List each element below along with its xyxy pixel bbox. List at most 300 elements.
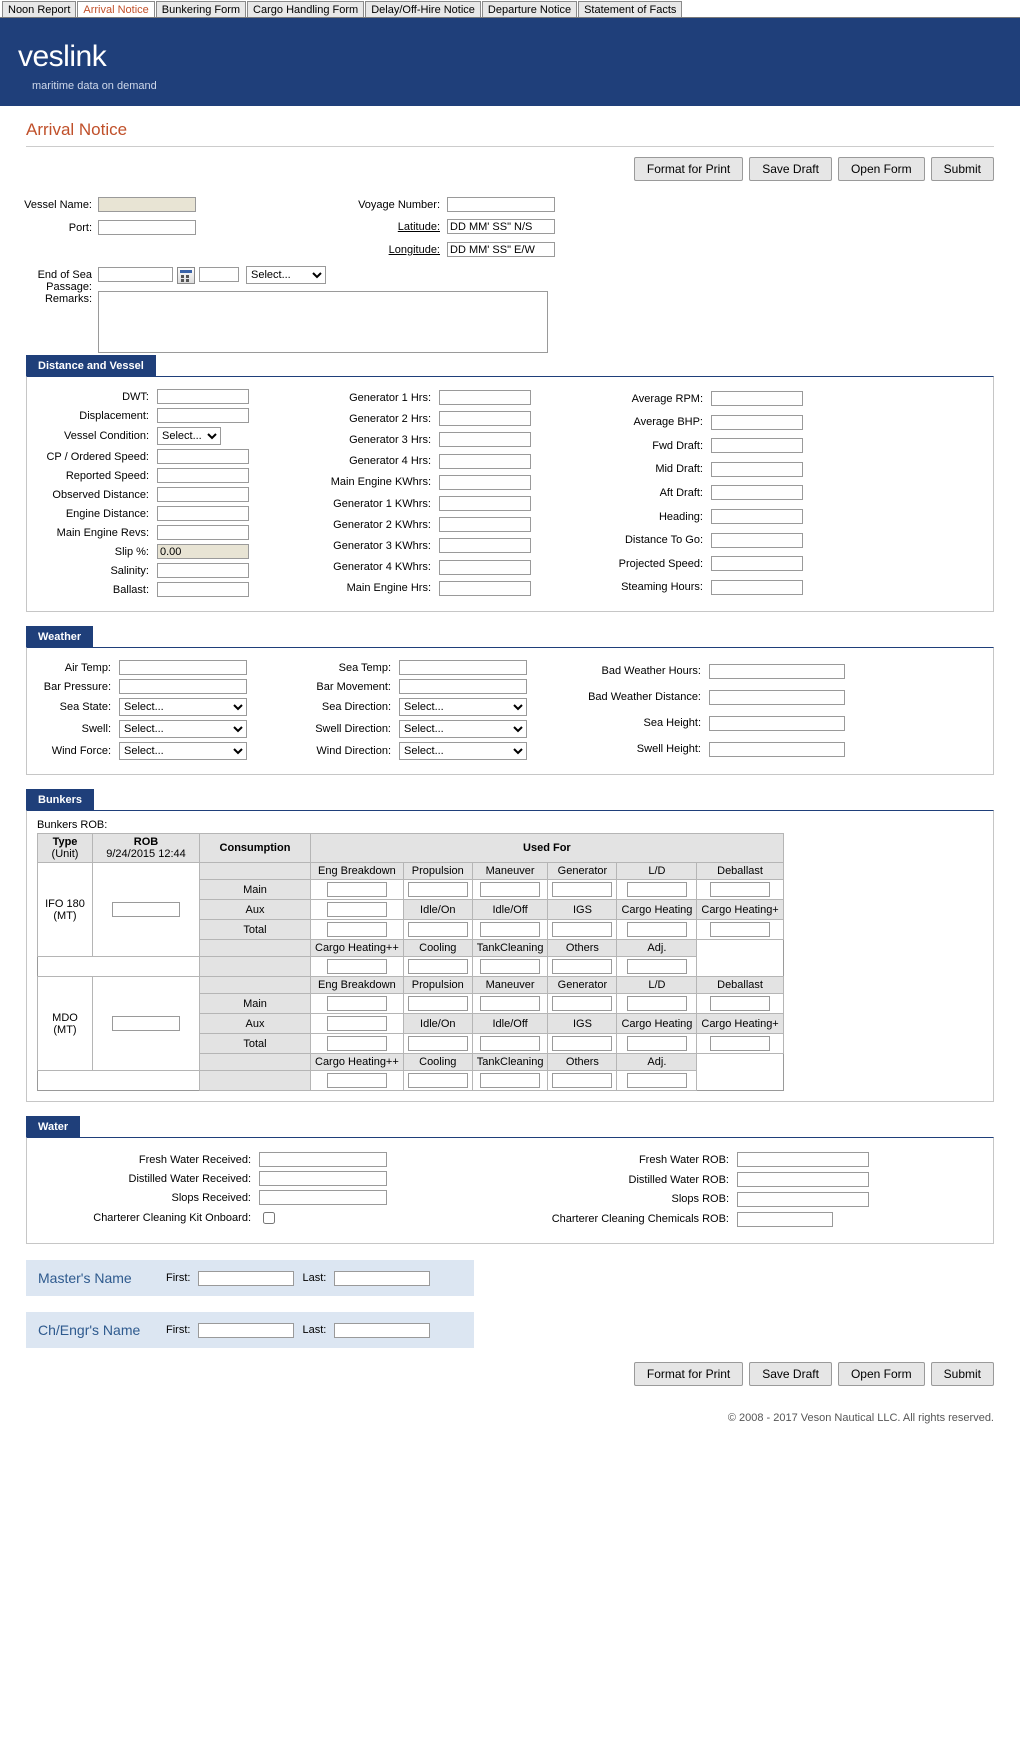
distance-vessel-col2 bbox=[317, 387, 535, 599]
chief-first-input[interactable] bbox=[198, 1323, 294, 1338]
calendar-icon[interactable] bbox=[177, 267, 195, 284]
spacer-cell-b bbox=[93, 957, 200, 977]
field-label: Engine Distance: bbox=[65, 507, 149, 520]
field-label: DWT: bbox=[122, 390, 149, 403]
water-col-left bbox=[87, 1150, 391, 1229]
port-label: Port: bbox=[68, 222, 92, 234]
mdo-idle-off-input[interactable] bbox=[480, 1036, 540, 1051]
col-header-rob-timestamp: 9/24/2015 12:44 bbox=[106, 848, 186, 860]
field-label: Displacement: bbox=[79, 409, 149, 422]
tab-delay-offhire-notice[interactable]: Delay/Off-Hire Notice bbox=[365, 1, 481, 17]
air-temp-input[interactable] bbox=[119, 660, 247, 675]
field-label: Swell Height: bbox=[636, 743, 701, 755]
generator-3-kwhrs-input[interactable] bbox=[439, 538, 531, 553]
swell-direction-select[interactable] bbox=[399, 720, 527, 738]
mdo-usedfor-header-cooling: Cooling bbox=[403, 1054, 472, 1071]
mdo-idle-on-input[interactable] bbox=[408, 1036, 468, 1051]
generator-1-kwhrs-input[interactable] bbox=[439, 496, 531, 511]
field-label: Average BHP: bbox=[633, 416, 703, 429]
mdo-usedfor-header-adj: Adj. bbox=[617, 1054, 697, 1071]
spacer-cell-d bbox=[93, 1071, 200, 1091]
ifo180-blank-sub bbox=[200, 940, 311, 957]
ifo180-usedfor-header-cargo-heating-plus: Cargo Heating+ bbox=[697, 900, 783, 920]
section-distance-and-vessel bbox=[26, 355, 994, 612]
mdo-maneuver-input[interactable] bbox=[480, 996, 540, 1011]
vessel-condition-select[interactable] bbox=[157, 427, 221, 445]
field-label: Main Engine Revs: bbox=[56, 526, 149, 539]
col-header-rob-label: ROB bbox=[133, 836, 159, 848]
ifo180-others-input[interactable] bbox=[552, 959, 612, 974]
field-label: Air Temp: bbox=[64, 661, 111, 674]
tab-departure-notice[interactable]: Departure Notice bbox=[482, 1, 577, 17]
ifo180-idle-off-cell bbox=[472, 920, 548, 940]
bar-movement-input[interactable] bbox=[399, 679, 527, 694]
longitude-label: Longitude: bbox=[388, 244, 440, 256]
mdo-usedfor-header-cargo-heating-plus: Cargo Heating+ bbox=[697, 1014, 783, 1034]
field-label: Main Engine Hrs: bbox=[346, 582, 431, 595]
spacer-cell-a bbox=[38, 957, 93, 977]
average-bhp-input[interactable] bbox=[711, 415, 803, 430]
section-title-water: Water bbox=[26, 1116, 80, 1137]
port-input[interactable] bbox=[98, 220, 196, 235]
mdo-igs-input[interactable] bbox=[552, 1036, 612, 1051]
ifo180-generator-cell bbox=[548, 880, 617, 900]
mdo-main-input[interactable] bbox=[327, 996, 387, 1011]
swell-select[interactable] bbox=[119, 720, 247, 738]
ifo180-usedfor-header-ld: L/D bbox=[617, 863, 697, 880]
ifo180-cooling-input[interactable] bbox=[408, 959, 468, 974]
ifo180-igs-cell bbox=[548, 920, 617, 940]
fwd-draft-input[interactable] bbox=[711, 438, 803, 453]
ifo180-igs-input[interactable] bbox=[552, 922, 612, 937]
charterer-cleaning-chemicals-rob-input[interactable] bbox=[737, 1212, 833, 1227]
mdo-usedfor-header-deballast: Deballast bbox=[697, 977, 783, 994]
generator-3-hrs-input[interactable] bbox=[439, 432, 531, 447]
distance-vessel-col3 bbox=[593, 387, 807, 599]
field-label: Generator 2 Hrs: bbox=[349, 412, 431, 425]
fuel-unit-label: (MT) bbox=[53, 1023, 77, 1036]
mdo-usedfor-header-propulsion: Propulsion bbox=[403, 977, 472, 994]
field-label: Generator 3 KWhrs: bbox=[333, 539, 431, 552]
masters-name-title: Master's Name bbox=[38, 1270, 132, 1286]
ifo180-usedfor-header-deballast: Deballast bbox=[697, 863, 783, 880]
bunkers-header-row bbox=[38, 834, 784, 863]
page-title: Arrival Notice bbox=[26, 120, 128, 139]
chief-first-label: First: bbox=[166, 1324, 191, 1336]
tab-statement-of-facts[interactable]: Statement of Facts bbox=[578, 1, 682, 17]
displacement-input[interactable] bbox=[157, 408, 249, 423]
mdo-rob-input[interactable] bbox=[112, 1016, 180, 1031]
mdo-ld-cell bbox=[617, 994, 697, 1014]
field-label: Distilled Water ROB: bbox=[628, 1173, 729, 1186]
field-label: Distilled Water Received: bbox=[128, 1172, 251, 1185]
generator-1-hrs-input[interactable] bbox=[439, 390, 531, 405]
mdo-idle-off-cell bbox=[472, 1034, 548, 1054]
generator-4-kwhrs-input[interactable] bbox=[439, 560, 531, 575]
field-label: Reported Speed: bbox=[65, 469, 149, 482]
main-engine-hrs-input[interactable] bbox=[439, 581, 531, 596]
fuel-type-label: IFO 180 bbox=[45, 897, 85, 910]
ifo180-cargo-heating-cell bbox=[617, 920, 697, 940]
field-label: Bad Weather Distance: bbox=[588, 691, 701, 703]
table-row bbox=[38, 977, 784, 994]
mdo-total-label: Total bbox=[200, 1034, 311, 1054]
sea-height-input[interactable] bbox=[709, 716, 845, 731]
ifo180-usedfor-header-cargo-heating-plusplus: Cargo Heating++ bbox=[311, 940, 404, 957]
col-header-used-for: Used For bbox=[311, 834, 784, 863]
tab-cargo-handling-form[interactable]: Cargo Handling Form bbox=[247, 1, 364, 17]
bunkers-rob-label: Bunkers ROB: bbox=[37, 819, 108, 831]
vessel-name-input[interactable] bbox=[98, 197, 196, 212]
mdo-aux-input[interactable] bbox=[327, 1016, 387, 1031]
mdo-propulsion-cell bbox=[403, 994, 472, 1014]
section-bunkers bbox=[26, 789, 994, 1102]
charterer-cleaning-kit-onboard-checkbox[interactable] bbox=[263, 1212, 275, 1224]
ifo180-usedfor-header-others: Others bbox=[548, 940, 617, 957]
slops-received-input[interactable] bbox=[259, 1190, 387, 1205]
col-header-consumption: Consumption bbox=[200, 834, 311, 863]
ifo180-propulsion-input[interactable] bbox=[408, 882, 468, 897]
generator-2-kwhrs-input[interactable] bbox=[439, 517, 531, 532]
distilled-water-rob-input[interactable] bbox=[737, 1172, 869, 1187]
fuel-type-label: MDO bbox=[52, 1011, 78, 1024]
ifo180-maneuver-cell bbox=[472, 880, 548, 900]
ifo180-usedfor-header-cargo-heating: Cargo Heating bbox=[617, 900, 697, 920]
mdo-rob-cell bbox=[93, 977, 200, 1071]
ifo180-cargo-heating-input[interactable] bbox=[627, 922, 687, 937]
ifo180-usedfor-header-propulsion: Propulsion bbox=[403, 863, 472, 880]
fresh-water-received-input[interactable] bbox=[259, 1152, 387, 1167]
longitude-input[interactable] bbox=[447, 242, 555, 257]
ifo180-blank-sub2 bbox=[200, 957, 311, 977]
slops-rob-input[interactable] bbox=[737, 1192, 869, 1207]
ifo180-aux-input[interactable] bbox=[327, 902, 387, 917]
mdo-cargo-heating-plus-input[interactable] bbox=[710, 1036, 770, 1051]
field-label: Generator 4 KWhrs: bbox=[333, 561, 431, 574]
ifo180-others-cell bbox=[548, 957, 617, 977]
section-weather bbox=[26, 626, 994, 775]
field-label: Ballast: bbox=[112, 583, 149, 596]
main-engine-kwhrs-input[interactable] bbox=[439, 475, 531, 490]
mdo-maneuver-cell bbox=[472, 994, 548, 1014]
mdo-tankcleaning-input[interactable] bbox=[480, 1073, 540, 1088]
ifo180-usedfor-header-igs: IGS bbox=[548, 900, 617, 920]
distance-vessel-col1 bbox=[35, 387, 253, 599]
field-label: CP / Ordered Speed: bbox=[46, 450, 149, 463]
chief-last-input[interactable] bbox=[334, 1323, 430, 1338]
ifo180-cooling-cell bbox=[403, 957, 472, 977]
ifo180-main-input[interactable] bbox=[327, 882, 387, 897]
slip-percent-input bbox=[157, 544, 249, 559]
format-for-print-button-top[interactable]: Format for Print bbox=[634, 157, 743, 181]
ballast-input[interactable] bbox=[157, 582, 249, 597]
ifo180-usedfor-header-generator: Generator bbox=[548, 863, 617, 880]
tab-bunkering-form[interactable]: Bunkering Form bbox=[156, 1, 246, 17]
ifo180-idle-on-cell bbox=[403, 920, 472, 940]
mdo-tankcleaning-cell bbox=[472, 1071, 548, 1091]
submit-button-top[interactable]: Submit bbox=[931, 157, 994, 181]
field-label: Generator 4 Hrs: bbox=[349, 455, 431, 468]
ifo180-total-label: Total bbox=[200, 920, 311, 940]
mdo-usedfor-header-others: Others bbox=[548, 1054, 617, 1071]
save-draft-button-bottom[interactable]: Save Draft bbox=[749, 1362, 832, 1386]
remarks-textarea[interactable] bbox=[98, 291, 548, 353]
bunkers-table bbox=[37, 833, 784, 1091]
field-label: Charterer Cleaning Kit Onboard: bbox=[93, 1212, 251, 1224]
tab-noon-report[interactable]: Noon Report bbox=[2, 1, 76, 17]
field-label: Bar Movement: bbox=[316, 680, 391, 693]
steaming-hours-input[interactable] bbox=[711, 580, 803, 595]
mdo-cargo-heating-plusplus-input[interactable] bbox=[327, 1073, 387, 1088]
engine-distance-input[interactable] bbox=[157, 506, 249, 521]
ifo180-cargo-heating-plus-input[interactable] bbox=[710, 922, 770, 937]
field-label: Fresh Water ROB: bbox=[638, 1153, 729, 1166]
mdo-blank-sub2 bbox=[200, 1071, 311, 1091]
mdo-usedfor-header-tankcleaning: TankCleaning bbox=[472, 1054, 548, 1071]
wind-force-select[interactable] bbox=[119, 742, 247, 760]
end-of-sea-passage-date-input[interactable] bbox=[98, 267, 173, 282]
field-label: Slops ROB: bbox=[671, 1193, 729, 1206]
footer-copyright: © 2008 - 2017 Veson Nautical LLC. All rights reserved. bbox=[727, 1412, 994, 1424]
tab-strip bbox=[0, 0, 1020, 18]
ifo180-usedfor-header-idle-off: Idle/Off bbox=[472, 900, 548, 920]
mdo-aux-label: Aux bbox=[200, 1014, 311, 1034]
ifo180-cargo-heating-plusplus-input[interactable] bbox=[327, 959, 387, 974]
end-of-sea-passage-time-input[interactable] bbox=[199, 267, 239, 282]
mdo-cargo-heating-plusplus-cell bbox=[311, 1071, 404, 1091]
mdo-consumption-blank bbox=[200, 977, 311, 994]
ifo180-rob-cell bbox=[93, 863, 200, 957]
col-header-type bbox=[38, 834, 93, 863]
voyage-number-input[interactable] bbox=[447, 197, 555, 212]
latitude-label: Latitude: bbox=[397, 221, 440, 233]
field-label: Main Engine KWhrs: bbox=[330, 476, 431, 489]
field-label: Steaming Hours: bbox=[621, 581, 703, 594]
open-form-button-bottom[interactable]: Open Form bbox=[838, 1362, 925, 1386]
field-label: Observed Distance: bbox=[52, 488, 149, 501]
wind-direction-select[interactable] bbox=[399, 742, 527, 760]
bad-weather-hours-input[interactable] bbox=[709, 664, 845, 679]
mdo-generator-cell bbox=[548, 994, 617, 1014]
ifo180-idle-off-input[interactable] bbox=[480, 922, 540, 937]
mdo-igs-cell bbox=[548, 1034, 617, 1054]
generator-4-hrs-input[interactable] bbox=[439, 454, 531, 469]
ifo180-usedfor-header-adj: Adj. bbox=[617, 940, 697, 957]
table-row bbox=[38, 863, 784, 880]
ifo180-cargo-heating-plusplus-cell bbox=[311, 957, 404, 977]
field-label: Generator 1 Hrs: bbox=[349, 391, 431, 404]
masters-last-input[interactable] bbox=[334, 1271, 430, 1286]
field-label: Sea Direction: bbox=[321, 701, 391, 713]
ifo180-maneuver-input[interactable] bbox=[480, 882, 540, 897]
heading-input[interactable] bbox=[711, 509, 803, 524]
ifo180-deballast-cell bbox=[697, 880, 783, 900]
ifo180-deballast-input[interactable] bbox=[710, 882, 770, 897]
mdo-usedfor-header-idle-on: Idle/On bbox=[403, 1014, 472, 1034]
tab-arrival-notice[interactable]: Arrival Notice bbox=[77, 1, 154, 17]
field-label: Mid Draft: bbox=[655, 463, 703, 476]
table-row bbox=[38, 1071, 784, 1091]
field-label: Bad Weather Hours: bbox=[601, 665, 701, 677]
mdo-others-cell bbox=[548, 1071, 617, 1091]
field-label: Salinity: bbox=[110, 564, 149, 577]
field-label: Wind Force: bbox=[51, 745, 111, 757]
section-title-bunkers: Bunkers bbox=[26, 789, 94, 810]
ifo180-usedfor-header-tankcleaning: TankCleaning bbox=[472, 940, 548, 957]
col-header-type-label: Type bbox=[52, 836, 78, 848]
distilled-water-received-input[interactable] bbox=[259, 1171, 387, 1186]
bottom-button-row bbox=[0, 1348, 1020, 1386]
mdo-blank-sub bbox=[200, 1054, 311, 1071]
mdo-generator-input[interactable] bbox=[552, 996, 612, 1011]
mdo-adj-cell bbox=[617, 1071, 697, 1091]
ifo180-adj-input[interactable] bbox=[627, 959, 687, 974]
section-water bbox=[26, 1116, 994, 1244]
remarks-label: Remarks: bbox=[44, 293, 92, 305]
mdo-adj-input[interactable] bbox=[627, 1073, 687, 1088]
field-label: Projected Speed: bbox=[618, 557, 703, 570]
mdo-cooling-input[interactable] bbox=[408, 1073, 468, 1088]
end-of-sea-passage-label: End of Sea Passage: bbox=[37, 269, 92, 293]
distance-to-go-input[interactable] bbox=[711, 533, 803, 548]
brand-tagline: maritime data on demand bbox=[32, 80, 157, 92]
ifo180-aux-label: Aux bbox=[200, 900, 311, 920]
field-label: Slip %: bbox=[114, 545, 149, 558]
mdo-cargo-heating-cell bbox=[617, 1034, 697, 1054]
brand-logo: veslink bbox=[18, 40, 107, 73]
mdo-usedfor-header-idle-off: Idle/Off bbox=[472, 1014, 548, 1034]
main-engine-revs-input[interactable] bbox=[157, 525, 249, 540]
mdo-deballast-cell bbox=[697, 994, 783, 1014]
mdo-deballast-input[interactable] bbox=[710, 996, 770, 1011]
ifo180-usedfor-header-cooling: Cooling bbox=[403, 940, 472, 957]
ifo180-usedfor-header-eng-breakdown: Eng Breakdown bbox=[311, 863, 404, 880]
section-title-weather: Weather bbox=[26, 626, 93, 647]
water-col-right bbox=[515, 1150, 873, 1229]
ifo180-consumption-blank bbox=[200, 863, 311, 880]
salinity-input[interactable] bbox=[157, 563, 249, 578]
chief-engineer-name-title: Ch/Engr's Name bbox=[38, 1322, 141, 1338]
sea-state-select[interactable] bbox=[119, 698, 247, 716]
fuel-type-mdo bbox=[38, 977, 93, 1071]
ifo180-usedfor-header-maneuver: Maneuver bbox=[472, 863, 548, 880]
ifo180-main-label: Main bbox=[200, 880, 311, 900]
table-row bbox=[38, 957, 784, 977]
mdo-idle-on-cell bbox=[403, 1034, 472, 1054]
top-button-row bbox=[0, 147, 1020, 181]
ifo180-ld-input[interactable] bbox=[627, 882, 687, 897]
latitude-input[interactable] bbox=[447, 219, 555, 234]
field-label: Heading: bbox=[658, 510, 703, 523]
mdo-usedfor-header-cargo-heating-plusplus: Cargo Heating++ bbox=[311, 1054, 404, 1071]
fuel-unit-label: (MT) bbox=[53, 909, 77, 922]
submit-button-bottom[interactable]: Submit bbox=[931, 1362, 994, 1386]
aft-draft-input[interactable] bbox=[711, 485, 803, 500]
swell-height-input[interactable] bbox=[709, 742, 845, 757]
voyage-number-label: Voyage Number: bbox=[358, 199, 440, 211]
mid-draft-input[interactable] bbox=[711, 462, 803, 477]
masters-name-panel bbox=[26, 1260, 474, 1296]
spacer-cell-c bbox=[38, 1071, 93, 1091]
chief-last-label: Last: bbox=[302, 1324, 327, 1336]
weather-col3 bbox=[569, 658, 849, 762]
mdo-main-cell bbox=[311, 994, 404, 1014]
mdo-ld-input[interactable] bbox=[627, 996, 687, 1011]
field-label: Generator 1 KWhrs: bbox=[333, 497, 431, 510]
cp-ordered-speed-input[interactable] bbox=[157, 449, 249, 464]
field-label: Sea Temp: bbox=[338, 661, 391, 674]
mdo-aux-cell bbox=[311, 1014, 404, 1034]
col-header-rob bbox=[93, 834, 200, 863]
fresh-water-rob-input[interactable] bbox=[737, 1152, 869, 1167]
sea-direction-select[interactable] bbox=[399, 698, 527, 716]
ifo180-main-cell bbox=[311, 880, 404, 900]
field-label: Vessel Condition: bbox=[64, 430, 149, 442]
field-label: Sea State: bbox=[59, 701, 111, 713]
field-label: Fresh Water Received: bbox=[138, 1153, 251, 1166]
projected-speed-input[interactable] bbox=[711, 556, 803, 571]
open-form-button-top[interactable]: Open Form bbox=[838, 157, 925, 181]
bad-weather-distance-input[interactable] bbox=[709, 690, 845, 705]
ifo180-total-cell bbox=[311, 920, 404, 940]
end-of-sea-passage-timezone-select[interactable] bbox=[246, 266, 326, 284]
ifo180-rob-input[interactable] bbox=[112, 902, 180, 917]
field-label: Slops Received: bbox=[171, 1191, 251, 1204]
mdo-usedfor-header-generator: Generator bbox=[548, 977, 617, 994]
generator-2-hrs-input[interactable] bbox=[439, 411, 531, 426]
ifo180-idle-on-input[interactable] bbox=[408, 922, 468, 937]
ifo180-total-input[interactable] bbox=[327, 922, 387, 937]
header-form bbox=[0, 189, 1020, 341]
observed-distance-input[interactable] bbox=[157, 487, 249, 502]
mdo-total-cell bbox=[311, 1034, 404, 1054]
mdo-usedfor-header-igs: IGS bbox=[548, 1014, 617, 1034]
bar-pressure-input[interactable] bbox=[119, 679, 247, 694]
mdo-cargo-heating-input[interactable] bbox=[627, 1036, 687, 1051]
reported-speed-input[interactable] bbox=[157, 468, 249, 483]
masters-last-label: Last: bbox=[302, 1272, 327, 1284]
app-banner bbox=[0, 18, 1020, 106]
mdo-cargo-heating-plus-cell bbox=[697, 1034, 783, 1054]
field-label: Bar Pressure: bbox=[43, 680, 111, 693]
masters-first-input[interactable] bbox=[198, 1271, 294, 1286]
masters-first-label: First: bbox=[166, 1272, 191, 1284]
ifo180-tankcleaning-cell bbox=[472, 957, 548, 977]
sea-temp-input[interactable] bbox=[399, 660, 527, 675]
field-label: Sea Height: bbox=[643, 717, 701, 729]
dwt-input[interactable] bbox=[157, 389, 249, 404]
mdo-usedfor-header-eng-breakdown: Eng Breakdown bbox=[311, 977, 404, 994]
field-label: Aft Draft: bbox=[659, 486, 703, 499]
mdo-others-input[interactable] bbox=[552, 1073, 612, 1088]
average-rpm-input[interactable] bbox=[711, 391, 803, 406]
mdo-main-label: Main bbox=[200, 994, 311, 1014]
mdo-usedfor-header-cargo-heating: Cargo Heating bbox=[617, 1014, 697, 1034]
mdo-total-input[interactable] bbox=[327, 1036, 387, 1051]
save-draft-button-top[interactable]: Save Draft bbox=[749, 157, 832, 181]
ifo180-cargo-heating-plus-cell bbox=[697, 920, 783, 940]
field-label: Generator 2 KWhrs: bbox=[333, 518, 431, 531]
mdo-propulsion-input[interactable] bbox=[408, 996, 468, 1011]
ifo180-adj-cell bbox=[617, 957, 697, 977]
format-for-print-button-bottom[interactable]: Format for Print bbox=[634, 1362, 743, 1386]
ifo180-generator-input[interactable] bbox=[552, 882, 612, 897]
col-header-type-unit: (Unit) bbox=[51, 848, 79, 860]
chief-engineer-name-panel bbox=[26, 1312, 474, 1348]
field-label: Distance To Go: bbox=[624, 534, 703, 547]
field-label: Swell: bbox=[81, 723, 111, 735]
ifo180-tankcleaning-input[interactable] bbox=[480, 959, 540, 974]
